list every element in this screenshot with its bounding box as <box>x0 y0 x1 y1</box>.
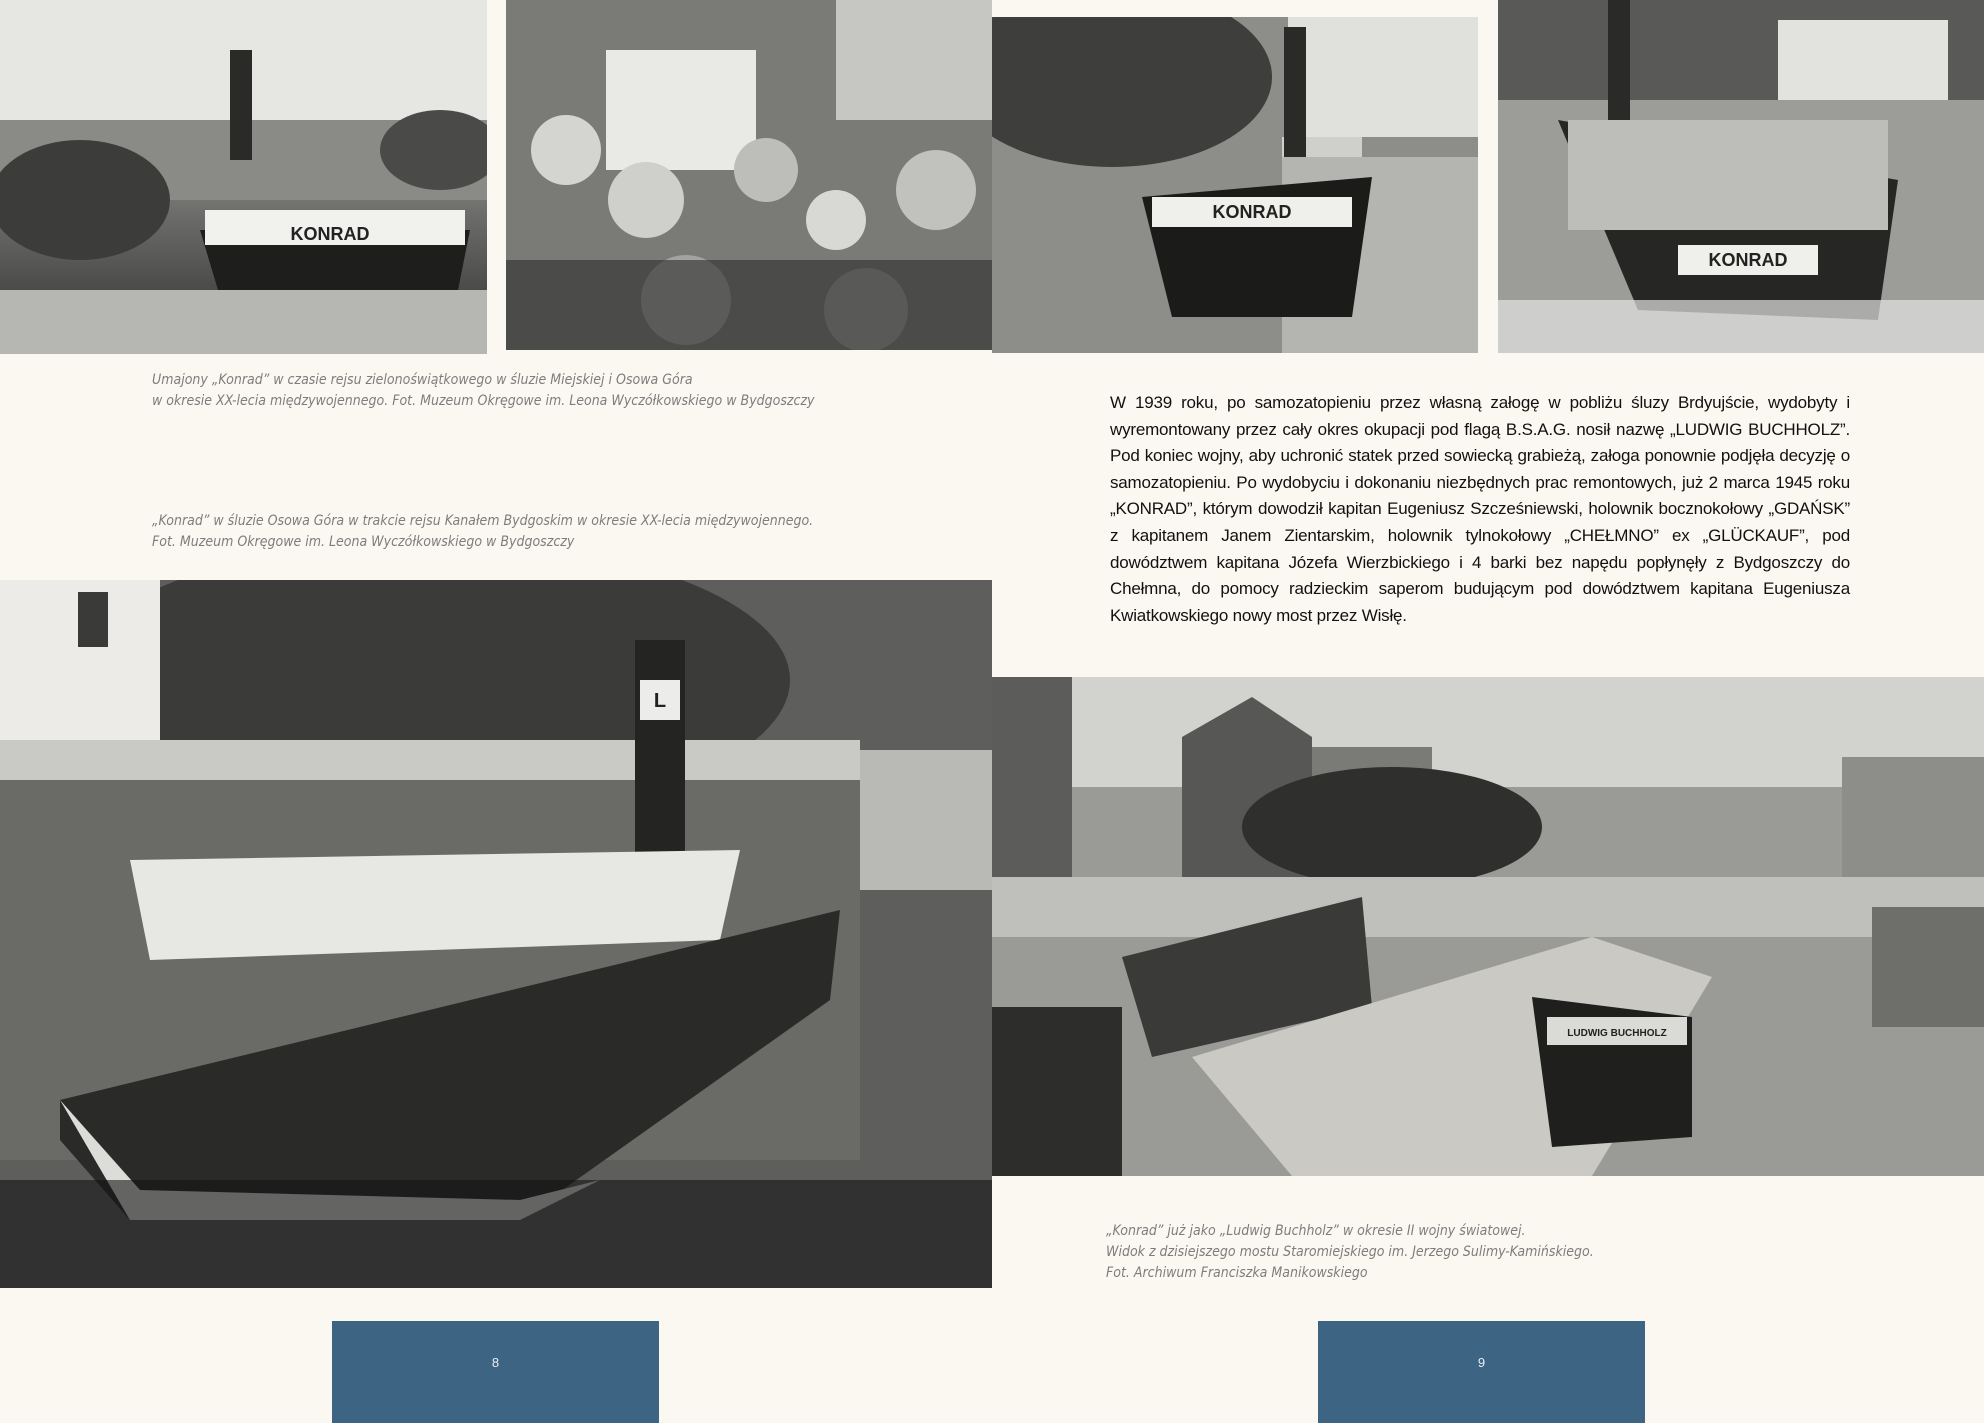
boat-name-label: KONRAD <box>1212 202 1292 222</box>
photo-konrad-lock-3 <box>1498 0 1984 353</box>
photo-harbour-barges <box>992 677 1984 1176</box>
funnel-sign: L <box>653 690 667 712</box>
caption-line: „Konrad” już jako „Ludwig Buchholz” w okresie II wojny światowej. <box>1106 1223 1526 1239</box>
photo-crowd-passengers <box>506 0 992 350</box>
page-number-label: 8 <box>491 1355 500 1370</box>
caption-line: Fot. Archiwum Franciszka Manikowskiego <box>1106 1265 1368 1281</box>
caption-line: Umajony „Konrad” w czasie rejsu zielonoświątkowego w śluzie Miejskiej i Osowa Góra <box>152 372 693 388</box>
caption-middle-left <box>152 511 813 553</box>
photo-konrad-lock-2 <box>992 17 1478 353</box>
caption-line: „Konrad” w śluzie Osowa Góra w trakcie rejsu Kanałem Bydgoskim w okresie XX-lecia międzywojennego. <box>152 513 814 529</box>
photo-boat-in-lock <box>0 580 992 1288</box>
boat-name-label: KONRAD <box>1708 250 1788 270</box>
page-number-right <box>1318 1321 1645 1423</box>
caption-bottom-right <box>1106 1221 1594 1284</box>
page-number-left <box>332 1321 659 1423</box>
caption-line: Fot. Muzeum Okręgowe im. Leona Wyczółkowskiego w Bydgoszczy <box>152 534 575 550</box>
boat-name-label: KONRAD <box>290 224 370 244</box>
photo-konrad-lock-1 <box>0 0 487 354</box>
caption-line: Widok z dzisiejszego mostu Staromiejskiego im. Jerzego Sulimy-Kamińskiego. <box>1106 1244 1594 1260</box>
page-number-label: 9 <box>1477 1355 1486 1370</box>
caption-top-photos <box>152 370 815 412</box>
caption-line: w okresie XX-lecia międzywojennego. Fot. Muzeum Okręgowe im. Leona Wyczółkowskiego w Bydgoszczy <box>152 393 815 409</box>
body-paragraph: W 1939 roku, po samozatopieniu przez własną załogę w pobliżu śluzy Brdyujście, wydobyty i wyremontowany przez cały okres okupacji pod flagą B.S.A.G. nosił nazwę „LUDWIG BUCHHOLZ”. Pod koniec wojny, aby uchronić statek przed sowiecką grabieżą, załoga ponownie podjęła decyzję o samozatopieniu. Po wydobyciu i dokonaniu niezbędnych prac remontowych, już 2 marca 1945 roku „KONRAD”, którym dowodził kapitan Eugeniusz Szcześniewski, holownik bocznokołowy „GDAŃSK” z kapitanem Janem Zientarskim, holownik tylnokołowy „CHEŁMNO” ex „GLÜCKAUF”, pod dowództwem kapitana Józefa Wierzbickiego i 4 barki bez napędu popłynęły z Bydgoszczy do Chełmna, do pomocy radzieckim saperom budującym pod dowództwem kapitana Eugeniusza Kwiatkowskiego nowy most przez Wisłę. <box>1110 393 1850 625</box>
boat-name-label: LUDWIG BUCHHOLZ <box>1567 1028 1667 1039</box>
